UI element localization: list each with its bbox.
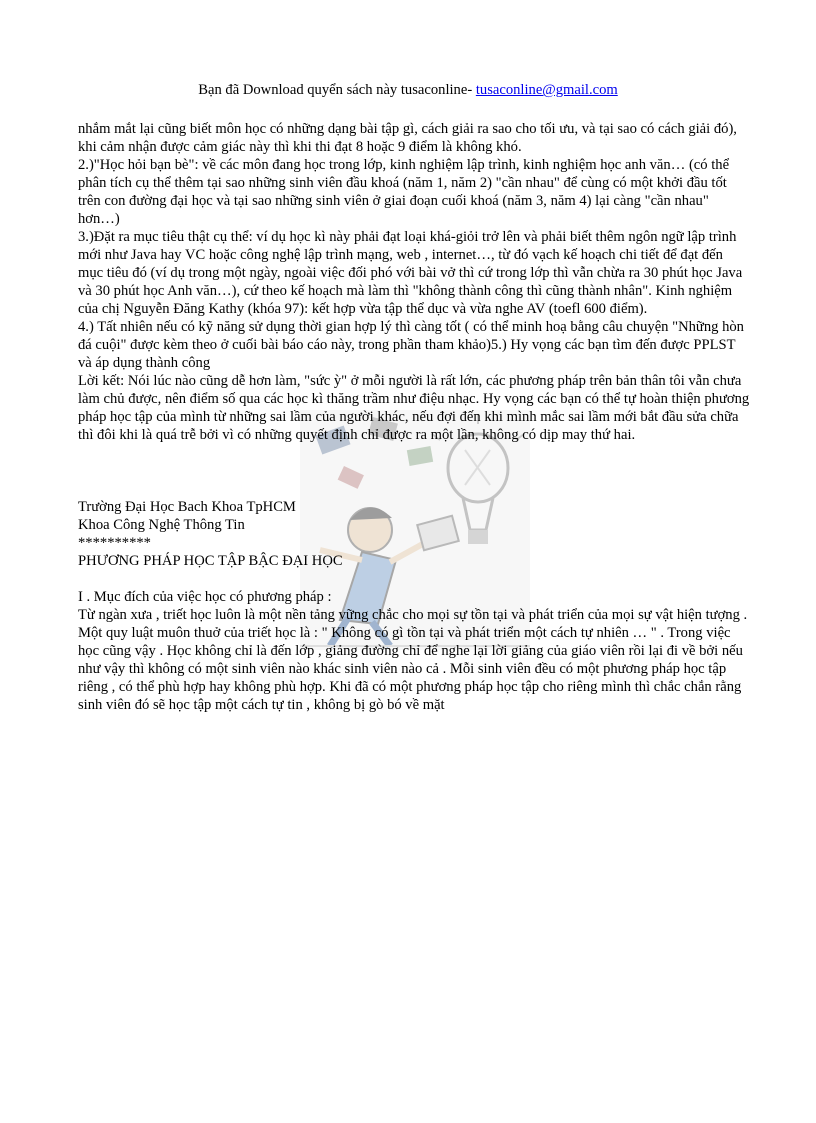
separator-stars: ********** xyxy=(78,535,151,551)
header-text: Bạn đã Download quyển sách này tusaconline- xyxy=(198,82,476,98)
download-header xyxy=(0,81,816,99)
email-link[interactable]: tusaconline@gmail.com xyxy=(475,82,618,98)
school-name: Trường Đại Học Bach Khoa TpHCM xyxy=(78,499,296,515)
document-body xyxy=(78,120,750,714)
faculty-name: Khoa Công Nghệ Thông Tin xyxy=(78,517,245,533)
paragraph-purpose: Từ ngàn xưa , triết học luôn là một nền tảng vững chắc cho mọi sự tồn tại và phát triển của mọi sự vật hiện tượng . Một quy luật muôn thuở của triết học là : " Không có gì tồn tại và phát triển một cách tự nhiên … " . Trong việc học cũng vậy . Học không chỉ là đến lớp , giảng đường chỉ để nghe lại lời giảng của giáo viên rồi lại đi về bởi nếu như vậy thì không có một sinh viên nào khác sinh viên nào cả . Mỗi sinh viên đều có một phương pháp học tập riêng , có thể phù hợp hay không phù hợp. Khi đã có một phương pháp học tập cho riêng mình thì chắc chắn rằng sinh viên đó sẽ học tập một cách tự tin , không bị gò bó về mặt xyxy=(78,607,748,713)
section-heading: I . Mục đích của việc học có phương pháp : xyxy=(78,589,332,605)
paragraph-point-3: 3.)Đặt ra mục tiêu thật cụ thể: ví dụ học kì này phải đạt loại khá-giỏi trở lên và phải biết thêm ngôn ngữ lập trình mới như Java hay VC hoặc công nghệ lập trình mạng, web , internet…, từ đó vạch kế hoạch chi tiết để đạt đến mục tiêu đó (ví dụ trong một ngày, ngoài việc đối phó với bài vở thì cứ trong lớp thì vẫn chừa ra 30 phút học Java và 30 phút học Anh văn…), cứ theo kế hoạch mà làm thì "không thành công thì cũng thành nhân". Kinh nghiệm của chị Nguyễn Đăng Kathy (khóa 97): kết hợp vừa tập thể dục và vừa nghe AV (toefl 600 điểm). xyxy=(78,229,743,317)
paragraph-intro: nhắm mắt lại cũng biết môn học có những dạng bài tập gì, cách giải ra sao cho tối ưu, và tại sao có cách giải đó), khi cảm nhận được cảm giác này thì khi thi đạt 8 hoặc 9 điểm là không khó. xyxy=(78,121,737,155)
spacer xyxy=(78,444,750,498)
paragraph-point-4: 4.) Tất nhiên nếu có kỹ năng sử dụng thời gian hợp lý thì càng tốt ( có thể minh hoạ bằng câu chuyện "Những hòn đá cuội" được kèm theo ở cuối bài báo cáo này, trong phần tham khảo)5.) Hy vọng các bạn tìm đến được PPLST và áp dụng thành công xyxy=(78,319,744,371)
paragraph-conclusion: Lời kết: Nói lúc nào cũng dễ hơn làm, "sức ỳ" ở mỗi người là rất lớn, các phương pháp trên bản thân tôi vẫn chưa làm chủ được, nên điểm số qua các học kì thăng trầm như điệu nhạc. Hy vọng các bạn có thể tự hoàn thiện phương pháp học tập của mình từ những sai lầm của người khác, nếu đợi đến khi mình mắc sai lầm mới bắt đầu sửa chữa thì đôi khi là quá trễ bởi vì có những quyết định chỉ được ra một lần, không có dịp may thứ hai. xyxy=(78,373,750,443)
spacer xyxy=(78,570,750,588)
paragraph-point-2: 2.)"Học hỏi bạn bè": về các môn đang học trong lớp, kinh nghiệm lập trình, kinh nghiệm học anh văn… (có thể phân tích cụ thể thêm tại sao những sinh viên đầu khoá (năm 1, năm 2) "cần nhau" để cùng có một khởi đầu tốt trên con đường đại học và tại sao những sinh viên ở giai đoạn cuối khoá (năm 3, năm 4) lại càng "cần nhau" hơn…) xyxy=(78,157,730,227)
document-title: PHƯƠNG PHÁP HỌC TẬP BẬC ĐẠI HỌC xyxy=(78,553,343,569)
